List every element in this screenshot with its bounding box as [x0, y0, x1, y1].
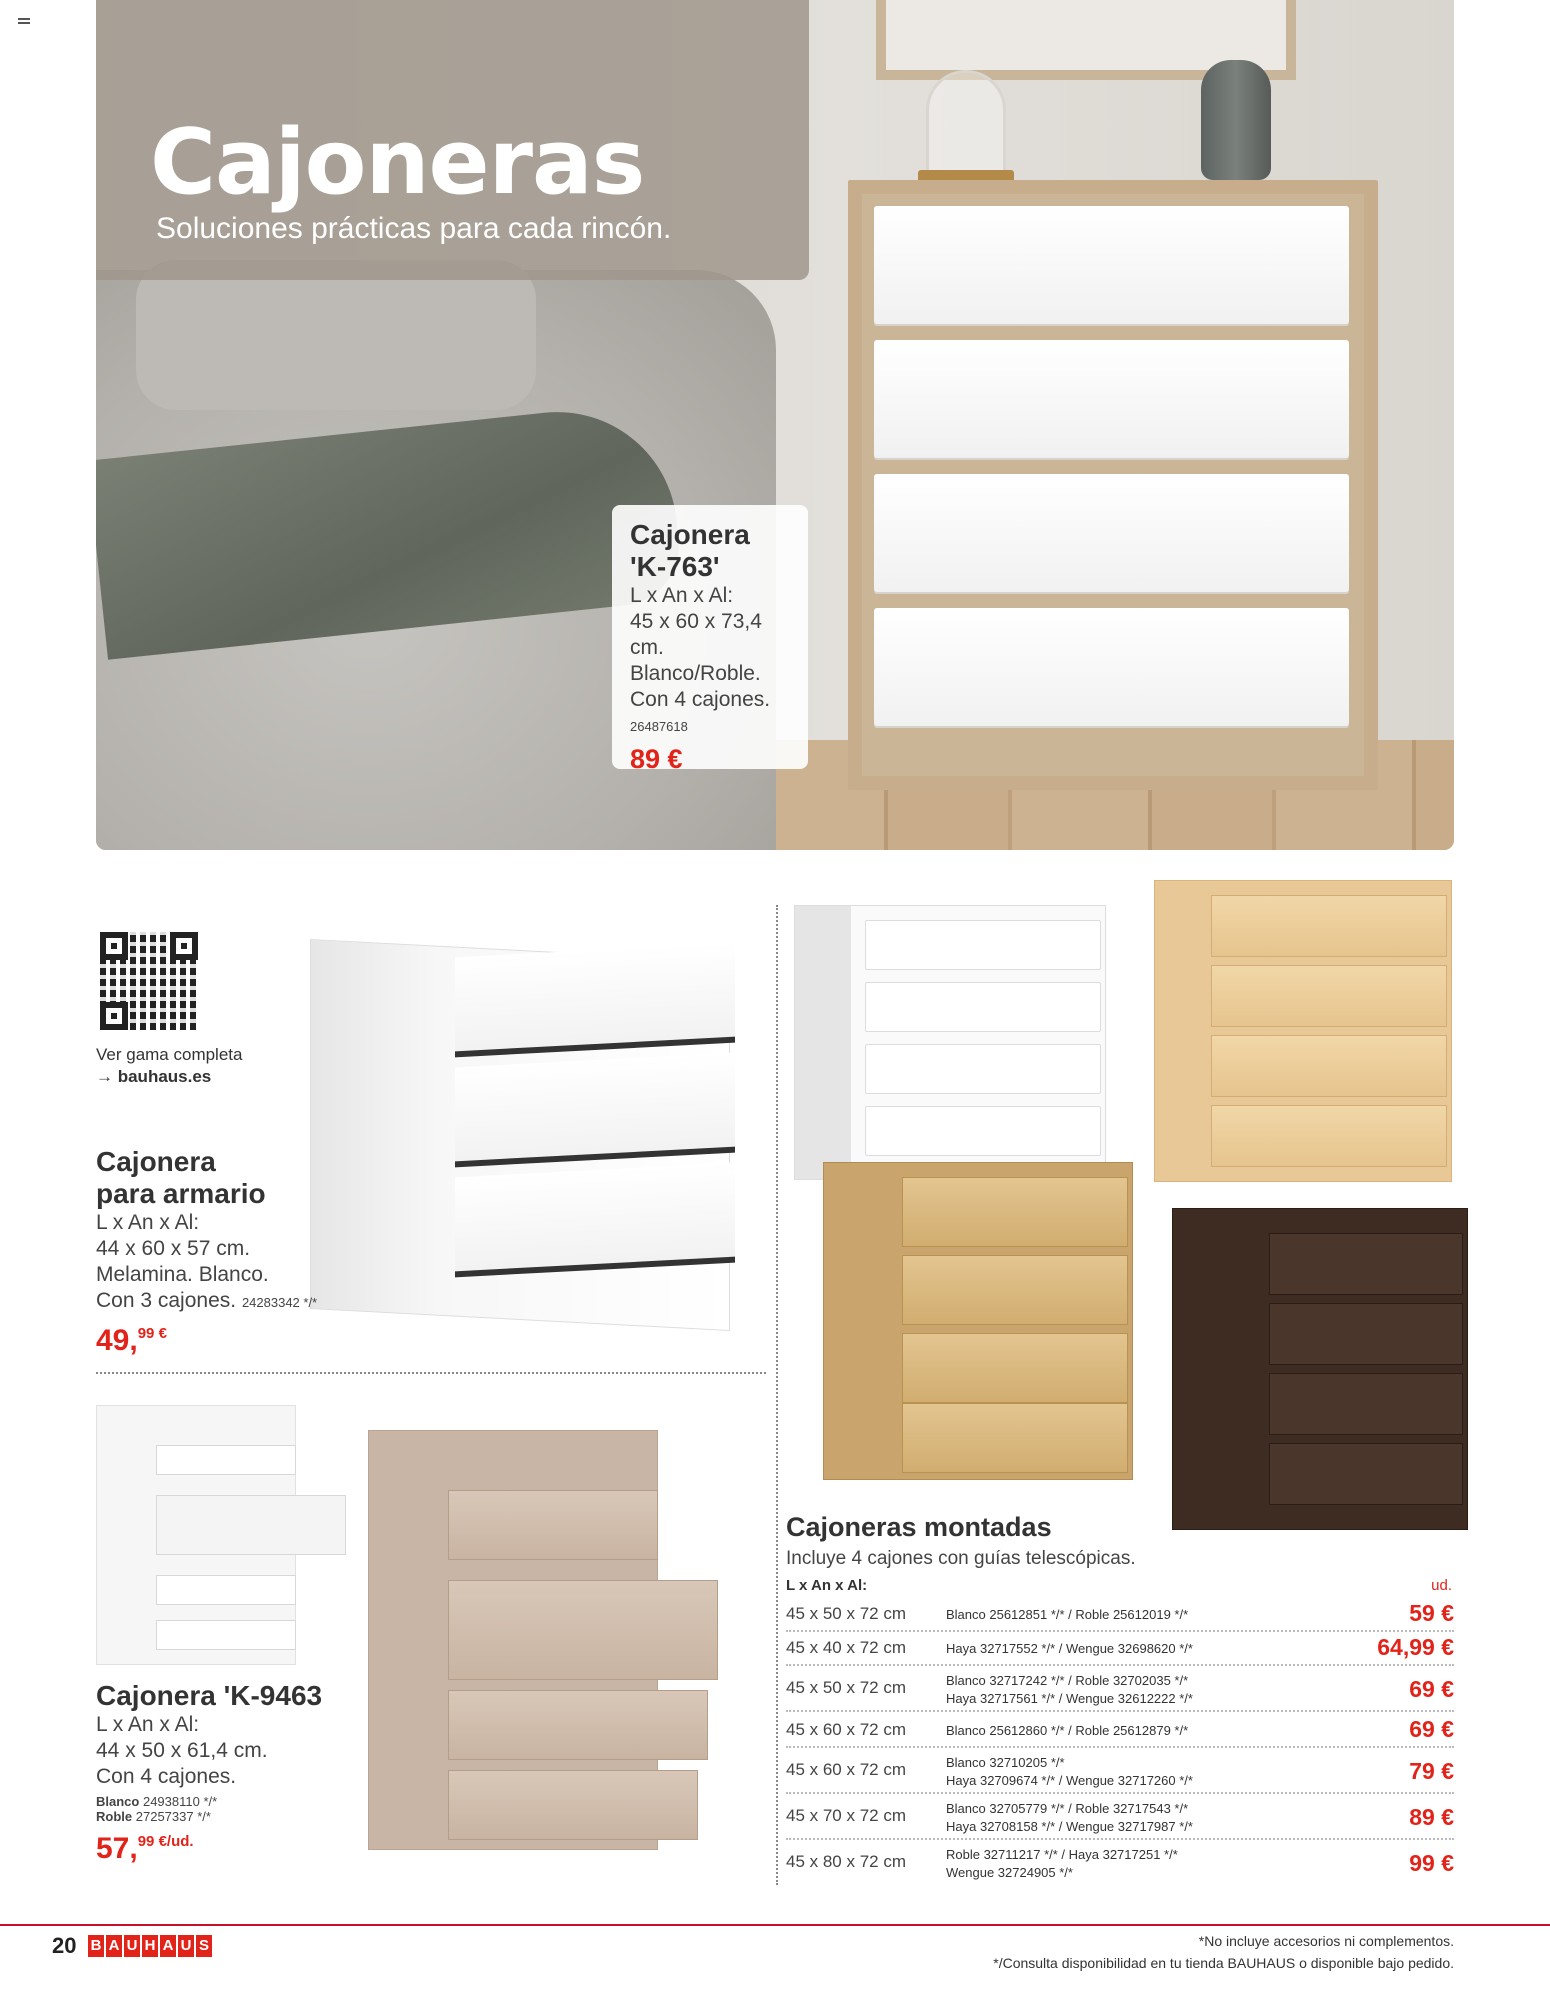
spec-line: L x An x Al:: [630, 584, 734, 607]
row-refs: [946, 1754, 1193, 1790]
spec-line: 45 x 60 x 73,4 cm.: [630, 610, 762, 659]
product-ref: 26487618: [630, 719, 688, 734]
row-refs: [946, 1722, 1188, 1740]
product-callout-k763: [612, 505, 808, 774]
logo-letter: S: [196, 1935, 212, 1957]
qr-caption-line: Ver gama completa: [96, 1045, 243, 1064]
spec-line: [96, 1288, 356, 1316]
logo-letter: U: [178, 1935, 194, 1957]
product-name: para armario: [96, 1178, 266, 1209]
ref-line: Haya 32709674 */* / Wengue 32717260 */*: [946, 1773, 1193, 1788]
row-refs: [946, 1640, 1193, 1658]
product-image-armario: [310, 920, 740, 1320]
spec-line: L x An x Al:: [96, 1713, 200, 1736]
ref-line: Haya 32708158 */* / Wengue 32717987 */*: [946, 1819, 1193, 1834]
ref-line: Blanco 32705779 */* / Roble 32717543 */*: [946, 1801, 1189, 1816]
price-dec: 99 €/ud.: [137, 1833, 194, 1850]
table-row: [786, 1796, 1454, 1840]
ref-line: Blanco 25612860 */* / Roble 25612879 */*: [946, 1723, 1189, 1738]
spec-line: Con 4 cajones.: [96, 1765, 237, 1788]
table-row: [786, 1634, 1454, 1666]
row-refs: [946, 1672, 1193, 1708]
qr-link[interactable]: → bauhaus.es: [96, 1067, 212, 1086]
section-title: Cajoneras montadas: [786, 1512, 1052, 1542]
product-image-montada-wengue: [1172, 1208, 1468, 1530]
spec-line: 44 x 60 x 57 cm.: [96, 1237, 251, 1260]
row-size: 45 x 60 x 72 cm: [786, 1720, 907, 1739]
spec-line: Melamina. Blanco.: [96, 1263, 269, 1286]
callout-name-text: Cajonera 'K-763': [630, 519, 750, 582]
ref-line: Blanco 25612851 */* / Roble 25612019 */*: [946, 1607, 1189, 1622]
ref-line: Blanco 32717242 */* / Roble 32702035 */*: [946, 1673, 1189, 1688]
footnote: */Consulta disponibilidad en tu tienda BAUHAUS o disponible bajo pedido.: [993, 1955, 1454, 1971]
logo-letter: B: [88, 1935, 104, 1957]
price-int: 49,: [96, 1324, 138, 1357]
ref-line: Wengue 32724905 */*: [946, 1865, 1073, 1880]
logo-letter: H: [142, 1935, 158, 1957]
row-refs: [946, 1606, 1188, 1624]
table-row: [786, 1750, 1454, 1794]
divider: [776, 905, 778, 1885]
product-name: [630, 519, 790, 583]
row-price: 89 €: [1409, 1804, 1454, 1830]
bauhaus-logo[interactable]: [88, 1935, 212, 1957]
row-size: 45 x 60 x 72 cm: [786, 1760, 907, 1779]
page-title: Cajoneras: [150, 110, 645, 215]
section-subtitle: Incluye 4 cajones con guías telescópicas.: [786, 1548, 1136, 1569]
row-price: 99 €: [1409, 1850, 1454, 1876]
product-image-montada-haya: [1154, 880, 1452, 1182]
product-name: Cajonera 'K-9463: [96, 1680, 323, 1711]
price-int: 57,: [96, 1832, 138, 1865]
row-size: 45 x 50 x 72 cm: [786, 1604, 907, 1623]
table-header: L x An x Al:: [786, 1577, 868, 1594]
product-armario: [96, 1146, 356, 1358]
row-refs: [946, 1846, 1178, 1882]
row-price: 69 €: [1409, 1716, 1454, 1742]
page-number: 20: [52, 1933, 77, 1958]
ref-number: 27257337 */*: [135, 1809, 211, 1824]
price-dec: 99 €: [137, 1325, 167, 1342]
divider: [96, 1372, 766, 1374]
logo-letter: A: [160, 1935, 176, 1957]
row-size: 45 x 40 x 72 cm: [786, 1638, 907, 1657]
qr-caption: [96, 1044, 242, 1088]
ref-number: 24938110 */*: [142, 1794, 218, 1809]
table-row: [786, 1842, 1454, 1886]
ref-line: Blanco 32710205 */*: [946, 1755, 1065, 1770]
product-price: [96, 1324, 356, 1358]
product-image-k9463-white: [96, 1405, 351, 1665]
row-price: 59 €: [1409, 1600, 1454, 1626]
page-subtitle: Soluciones prácticas para cada rincón.: [156, 212, 672, 245]
vase: [1201, 60, 1271, 180]
row-price: 64,99 €: [1377, 1634, 1454, 1660]
product-price: [96, 1832, 356, 1866]
spec-line: Blanco/Roble.: [630, 662, 761, 685]
ref-label: Blanco: [96, 1794, 140, 1809]
product-ref: [96, 1809, 356, 1824]
ref-line: Haya 32717552 */* / Wengue 32698620 */*: [946, 1641, 1193, 1656]
product-price: 89 €: [630, 744, 683, 774]
table-row: [786, 1714, 1454, 1748]
spec-line: 44 x 50 x 61,4 cm.: [96, 1739, 268, 1762]
ref-label: Roble: [96, 1809, 133, 1824]
product-ref: [96, 1794, 356, 1809]
row-price: 79 €: [1409, 1758, 1454, 1784]
product-image-k9463-oak: [368, 1430, 718, 1850]
product-name: Cajonera: [96, 1146, 216, 1177]
logo-letter: U: [124, 1935, 140, 1957]
footer-divider: [0, 1924, 1550, 1926]
spec-text: Con 3 cajones.: [96, 1289, 237, 1312]
product-ref: 24283342 */*: [241, 1295, 318, 1310]
ref-line: Roble 32711217 */* / Haya 32717251 */*: [946, 1847, 1178, 1862]
product-image-montada-roble: [823, 1162, 1133, 1480]
product-image-montada-blanco: [794, 905, 1106, 1180]
menu-icon[interactable]: [18, 18, 30, 26]
table-row: [786, 1600, 1454, 1632]
dresser-k763: [848, 180, 1378, 790]
row-size: 45 x 50 x 72 cm: [786, 1678, 907, 1697]
unit-label: ud.: [1431, 1577, 1452, 1594]
spec-line: L x An x Al:: [96, 1211, 200, 1234]
row-refs: [946, 1800, 1193, 1836]
product-k9463: [96, 1680, 356, 1866]
row-price: 69 €: [1409, 1676, 1454, 1702]
row-size: 45 x 70 x 72 cm: [786, 1806, 907, 1825]
logo-letter: A: [106, 1935, 122, 1957]
spec-line: Con 4 cajones.: [630, 688, 771, 711]
footnote: *No incluye accesorios ni complementos.: [1198, 1933, 1454, 1949]
row-size: 45 x 80 x 72 cm: [786, 1852, 907, 1871]
ref-line: Haya 32717561 */* / Wengue 32612222 */*: [946, 1691, 1193, 1706]
table-row: [786, 1668, 1454, 1712]
lamp-icon: [926, 70, 1006, 180]
